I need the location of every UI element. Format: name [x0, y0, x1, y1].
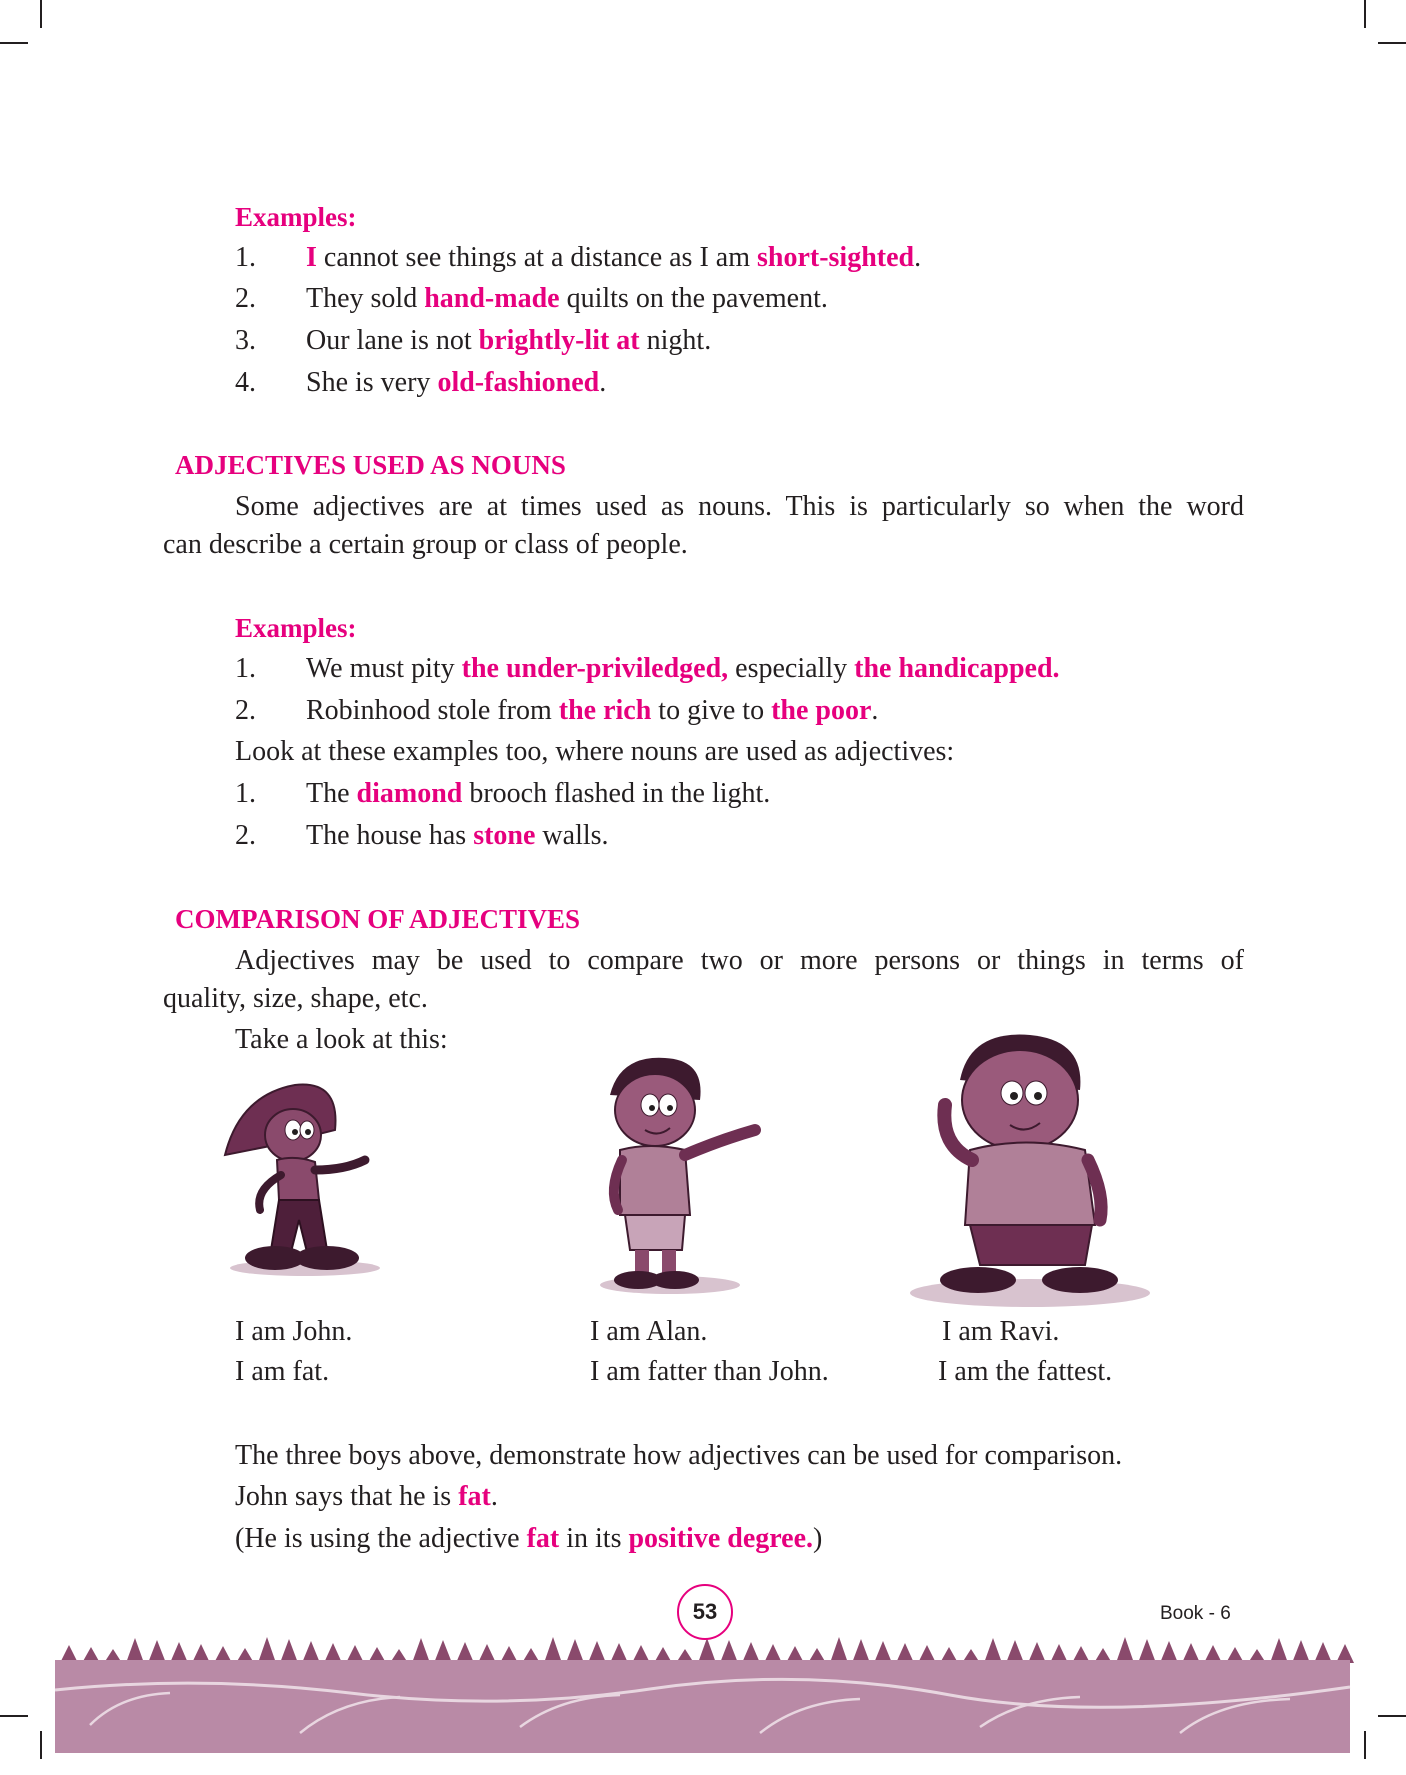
tree-shape: [1138, 1639, 1156, 1663]
highlighted-term: stone: [473, 820, 536, 851]
tree-shape: [1028, 1642, 1046, 1663]
text-run: We must pity: [306, 653, 462, 684]
highlighted-term: old-fashioned: [437, 367, 600, 398]
item-number: 2.: [235, 820, 256, 851]
section2-lead: Take a look at this:: [235, 1024, 448, 1055]
tree-shape: [984, 1638, 1002, 1663]
tree-shape: [148, 1640, 166, 1663]
examples-title: Examples:: [235, 202, 357, 232]
highlighted-term: fat: [458, 1481, 491, 1512]
section1-paragraph-line1: Some adjectives are at times used as nouns. This is particularly so when the word: [235, 491, 1244, 522]
text-run: .: [914, 242, 922, 273]
tree-shape: [126, 1638, 144, 1663]
highlighted-term: the poor: [771, 695, 872, 726]
caption-ravi-degree: I am the fattest.: [938, 1356, 1113, 1387]
tree-shape: [280, 1639, 298, 1663]
boy-john-illustration: [215, 1060, 415, 1280]
example-item-1: [235, 651, 1060, 687]
item-text: [306, 695, 878, 726]
tree-shape: [588, 1641, 606, 1663]
tree-shape: [1270, 1638, 1288, 1663]
highlighted-term: ,: [721, 653, 736, 684]
example-item-3: [235, 323, 711, 359]
tree-shape: [874, 1641, 892, 1663]
highlighted-term: diamond: [356, 778, 463, 809]
text-run: .: [490, 1481, 498, 1512]
highlighted-term: fat: [526, 1523, 560, 1554]
highlighted-term: I: [306, 242, 317, 273]
example-item-2: [235, 281, 828, 317]
item-number: 1.: [235, 653, 256, 684]
tree-shape: [1292, 1640, 1310, 1663]
section-heading-adjectives-as-nouns: ADJECTIVES USED AS NOUNS: [175, 450, 566, 480]
section-heading-comparison: COMPARISON OF ADJECTIVES: [175, 904, 581, 934]
noun-example-item-1: [235, 776, 770, 812]
text-run: The house has: [306, 820, 474, 851]
text-run: .: [599, 367, 607, 398]
highlighted-term: hand-made: [424, 283, 560, 314]
examples-title: Examples:: [235, 613, 357, 643]
item-number: 1.: [235, 778, 256, 809]
text-run: (He is using the adjective: [235, 1523, 527, 1554]
text-run: Robinhood stole from: [306, 695, 559, 726]
crop-mark: [0, 42, 28, 44]
text-run: in its: [559, 1523, 629, 1554]
caption-alan-degree: I am fatter than John.: [590, 1356, 829, 1387]
crop-mark: [1378, 42, 1406, 44]
item-text: [306, 820, 609, 851]
item-text: [306, 778, 770, 809]
text-run: She is very: [306, 367, 438, 398]
tree-shape: [830, 1637, 848, 1663]
section2-paragraph-line2: quality, size, shape, etc.: [163, 983, 428, 1014]
tree-shape: [302, 1641, 320, 1663]
caption-alan-name: I am Alan.: [590, 1316, 708, 1347]
item-number: 3.: [235, 325, 256, 356]
tree-shape: [456, 1642, 474, 1663]
highlighted-term: positive degree.: [628, 1523, 814, 1554]
tree-shape: [544, 1637, 562, 1663]
item-number: 2.: [235, 695, 256, 726]
highlighted-term: the handicapped.: [854, 653, 1060, 684]
highlighted-term: the rich: [558, 695, 652, 726]
text-run: quilts on the pavement.: [559, 283, 828, 314]
text-run: Our lane is not: [306, 325, 479, 356]
text-run: John says that he is: [235, 1481, 459, 1512]
text-run: to give to: [651, 695, 772, 726]
tree-shape: [566, 1639, 584, 1663]
item-text: [306, 283, 828, 314]
boy-ravi-illustration: [900, 1025, 1170, 1310]
tree-shape: [720, 1640, 738, 1663]
text-run: night.: [639, 325, 712, 356]
item-number: 4.: [235, 367, 256, 398]
text-run: cannot see things at a distance as I am: [316, 242, 757, 273]
text-run: The: [306, 778, 357, 809]
tree-shape: [852, 1639, 870, 1663]
closing-line-3: [235, 1521, 822, 1557]
item-number: 1.: [235, 242, 256, 273]
tree-shape: [1006, 1640, 1024, 1663]
tree-shape: [170, 1642, 188, 1663]
tree-row: [60, 1637, 1354, 1663]
examples-lead: Look at these examples too, where nouns are used as adjectives:: [235, 736, 955, 767]
item-text: [306, 325, 711, 356]
section2-paragraph-line1: Adjectives may be used to compare two or more persons or things in terms of: [235, 945, 1244, 976]
tree-shape: [1314, 1642, 1332, 1663]
text-run: .: [871, 695, 879, 726]
tree-shape: [698, 1638, 716, 1663]
caption-ravi-name: I am Ravi.: [942, 1316, 1060, 1347]
closing-line-2: [235, 1479, 498, 1515]
highlighted-term: brightly-lit at: [478, 325, 640, 356]
closing-line-1: The three boys above, demonstrate how adjectives can be used for comparison.: [235, 1440, 1123, 1471]
example-item-4: [235, 365, 606, 401]
tree-shape: [1160, 1641, 1178, 1663]
text-run: ): [813, 1523, 823, 1554]
page-number-badge: 53: [677, 1584, 733, 1640]
caption-john-degree: I am fat.: [235, 1356, 330, 1387]
item-text: [306, 653, 1060, 684]
section1-paragraph-line2: can describe a certain group or class of people.: [163, 529, 688, 560]
highlighted-term: the under-priviledged: [461, 653, 722, 684]
text-run: walls.: [535, 820, 609, 851]
highlighted-term: short-sighted: [756, 242, 915, 273]
tree-shape: [412, 1638, 430, 1663]
item-text: [306, 242, 921, 273]
item-text: [306, 367, 606, 398]
example-item-2: [235, 693, 878, 729]
crop-mark: [1364, 0, 1366, 28]
tree-shape: [742, 1642, 760, 1663]
tree-shape: [258, 1637, 276, 1663]
crop-mark: [40, 0, 42, 28]
tree-shape: [434, 1640, 452, 1663]
item-number: 2.: [235, 283, 256, 314]
example-item-1: [235, 240, 921, 276]
text-run: brooch flashed in the light.: [462, 778, 771, 809]
text-run: They sold: [306, 283, 425, 314]
text-run: especially: [735, 653, 855, 684]
tree-shape: [1116, 1637, 1134, 1663]
caption-john-name: I am John.: [235, 1316, 353, 1347]
noun-example-item-2: [235, 818, 609, 854]
book-label: Book - 6: [1160, 1603, 1231, 1624]
boy-alan-illustration: [590, 1050, 770, 1300]
